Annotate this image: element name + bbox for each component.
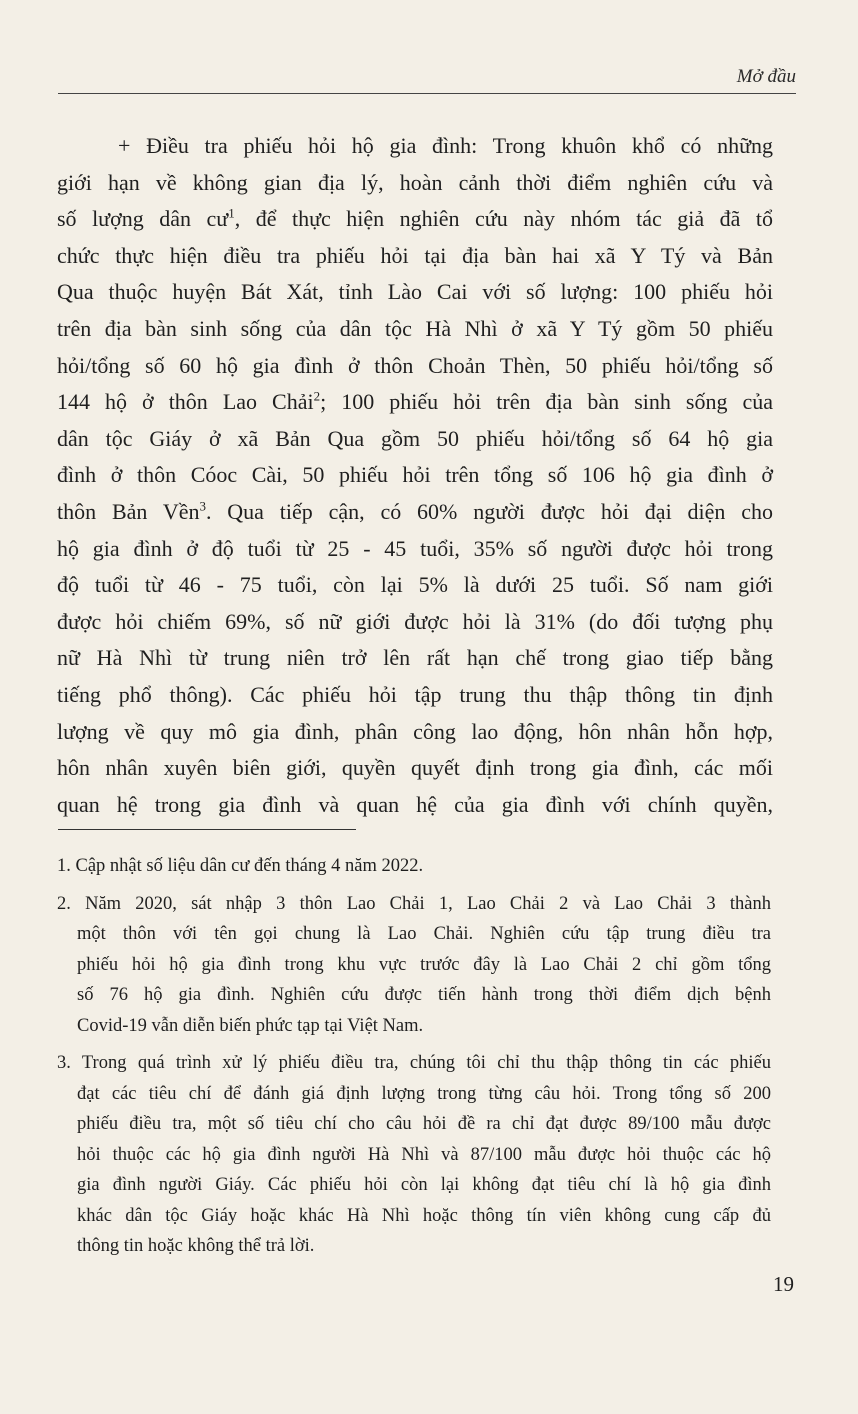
- footnote-3: [57, 1048, 771, 1262]
- footnote-line: thông tin hoặc không thể trả lời.: [77, 1236, 315, 1256]
- footnote-line: một thôn với tên gọi chung là Lao Chải. Nghiên cứu tập trung điều tra: [77, 924, 771, 944]
- text-line: hôn nhân xuyên biên giới, quyền quyết định trong gia đình, các mối: [57, 755, 773, 781]
- footnote-line: 2. Năm 2020, sát nhập 3 thôn Lao Chải 1, Lao Chải 2 và Lao Chải 3 thành: [57, 893, 771, 914]
- footnote-ref-3: 3: [199, 498, 206, 514]
- text-line: tiếng phổ thông). Các phiếu hỏi tập trung thu thập thông tin định: [57, 681, 773, 707]
- text-line: [57, 201, 773, 238]
- footnote-line: phiếu hỏi hộ gia đình trong khu vực trước đây là Lao Chải 2 chỉ gồm tổng: [77, 954, 771, 975]
- footnote-line: 3. Trong quá trình xử lý phiếu điều tra, chúng tôi chỉ thu thập thông tin các phiếu: [57, 1053, 771, 1073]
- text-line: độ tuổi từ 46 - 75 tuổi, còn lại 5% là dưới 25 tuổi. Số nam giới: [57, 572, 773, 598]
- text-line: hộ gia đình ở độ tuổi từ 25 - 45 tuổi, 35% số người được hỏi trong: [57, 535, 773, 561]
- text-line: đình ở thôn Cóoc Cài, 50 phiếu hỏi trên tổng số 106 hộ gia đình ở: [57, 462, 773, 488]
- text-fragment: số lượng dân cư: [57, 206, 229, 232]
- text-line: quan hệ trong gia đình và quan hệ của gia đình với chính quyền,: [57, 791, 773, 817]
- footnotes: [57, 851, 771, 1269]
- text-fragment: 144 hộ ở thôn Lao Chải: [57, 389, 314, 415]
- text-fragment: thôn Bản Vền: [57, 498, 200, 524]
- footnote-ref-2: 2: [313, 388, 321, 404]
- page-number: 19: [773, 1272, 794, 1296]
- footnote-line: gia đình người Giáy. Các phiếu hỏi còn lại không đạt tiêu chí là hộ gia đình: [77, 1175, 771, 1195]
- text-line: + Điều tra phiếu hỏi hộ gia đình: Trong khuôn khổ có những: [118, 133, 773, 158]
- text-fragment: . Qua tiếp cận, có 60% người được hỏi đại diện cho: [205, 498, 773, 524]
- footnote-ref-1: 1: [228, 205, 235, 221]
- footnote-line: số 76 hộ gia đình. Nghiên cứu được tiến hành trong thời điểm dịch bệnh: [77, 985, 771, 1005]
- footnote-separator: [58, 829, 356, 830]
- footnote-1: [57, 851, 771, 882]
- text-fragment: , để thực hiện nghiên cứu này nhóm tác giả đã tổ: [234, 206, 774, 232]
- text-line: [57, 494, 773, 531]
- footnote-line: khác dân tộc Giáy hoặc khác Hà Nhì hoặc thông tín viên không cung cấp đủ: [77, 1205, 771, 1226]
- text-line: hỏi/tổng số 60 hộ gia đình ở thôn Choản Thèn, 50 phiếu hỏi/tổng số: [57, 352, 773, 378]
- text-line: được hỏi chiếm 69%, số nữ giới được hỏi là 31% (do đối tượng phụ: [57, 608, 773, 634]
- text-line: nữ Hà Nhì từ trung niên trở lên rất hạn chế trong giao tiếp bằng: [57, 645, 773, 671]
- text-fragment: ; 100 phiếu hỏi trên địa bàn sinh sống của: [320, 389, 774, 415]
- footnote-line: Covid-19 vẫn diễn biến phức tạp tại Việt Nam.: [77, 1015, 424, 1036]
- text-line: giới hạn về không gian địa lý, hoàn cảnh thời điểm nghiên cứu và: [57, 169, 773, 195]
- text-line: trên địa bàn sinh sống của dân tộc Hà Nhì ở xã Y Tý gồm 50 phiếu: [57, 315, 773, 341]
- text-line: [57, 384, 773, 421]
- footnote-line: phiếu điều tra, một số tiêu chí cho câu hỏi đề ra chỉ đạt được 89/100 mẫu được: [77, 1114, 771, 1134]
- text-line: chức thực hiện điều tra phiếu hỏi tại địa bàn hai xã Y Tý và Bản: [57, 242, 773, 268]
- header-rule: [58, 93, 796, 94]
- text-line: lượng về quy mô gia đình, phân công lao động, hôn nhân hỗn hợp,: [57, 718, 773, 744]
- text-line: Qua thuộc huyện Bát Xát, tỉnh Lào Cai với số lượng: 100 phiếu hỏi: [57, 279, 773, 305]
- text-line: dân tộc Giáy ở xã Bản Qua gồm 50 phiếu hỏi/tổng số 64 hộ gia: [57, 425, 773, 451]
- footnote-line: hỏi thuộc các hộ gia đình người Hà Nhì và 87/100 mẫu được hỏi thuộc các hộ: [77, 1144, 771, 1165]
- body-paragraph: [57, 128, 773, 823]
- footnote-2: [57, 889, 771, 1042]
- running-head: Mở đầu: [736, 66, 796, 87]
- footnote-line: 1. Cập nhật số liệu dân cư đến tháng 4 năm 2022.: [57, 856, 424, 876]
- footnote-line: đạt các tiêu chí để đánh giá định lượng trong từng câu hỏi. Trong tổng số 200: [77, 1083, 771, 1104]
